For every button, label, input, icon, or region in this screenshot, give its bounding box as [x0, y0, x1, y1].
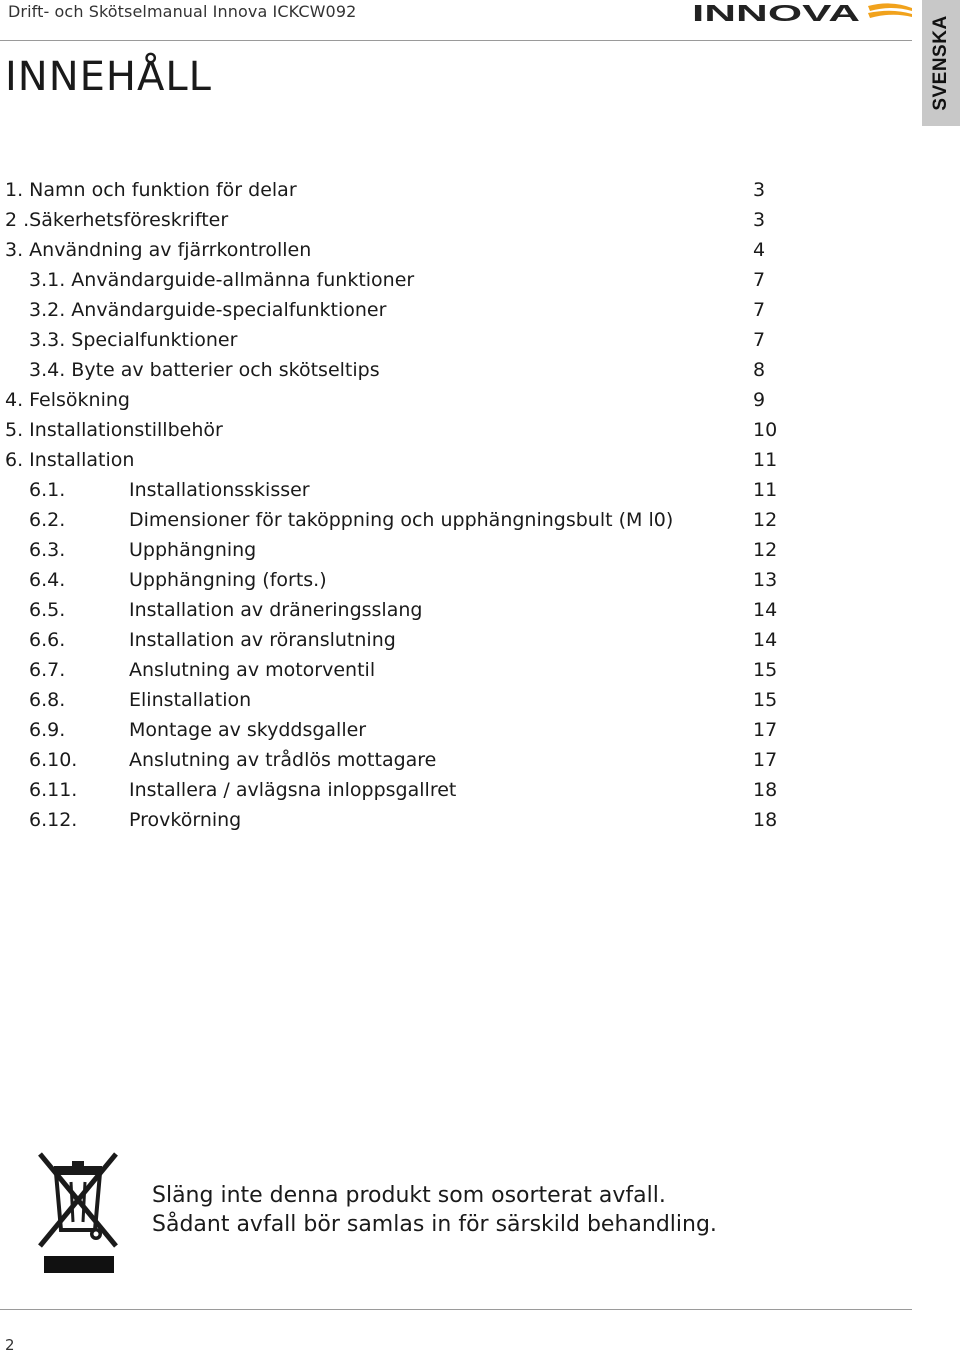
toc-subentry: [0, 535, 920, 565]
manual-title: Drift- och Skötselmanual Innova ICKCW092: [8, 2, 357, 21]
toc-entry-page: 18: [753, 809, 778, 831]
toc-entry: [0, 265, 920, 295]
toc-entry: [0, 175, 920, 205]
innova-logo: [692, 2, 914, 22]
toc-subentry-title: Elinstallation: [129, 689, 252, 711]
toc-entry-title: 3.4. Byte av batterier och skötseltips: [29, 359, 380, 381]
toc-entry-title: 3.3. Specialfunktioner: [29, 329, 238, 351]
toc-subentry: [0, 625, 920, 655]
toc-subentry-number: 6.12.: [29, 809, 78, 831]
header-divider: [0, 40, 912, 41]
toc-entry-page: 3: [753, 209, 766, 231]
toc-subentry-number: 6.2.: [29, 509, 66, 531]
toc-entry-page: 11: [753, 449, 778, 471]
toc-entry-page: 3: [753, 179, 766, 201]
toc-entry: [0, 385, 920, 415]
toc-subentry-title: Montage av skyddsgaller: [129, 719, 367, 741]
toc-entry-page: 15: [753, 689, 778, 711]
toc-entry-page: 4: [753, 239, 766, 261]
page-title: INNEHÅLL: [5, 54, 212, 100]
toc-entry-page: 14: [753, 599, 778, 621]
toc-subentry-number: 6.10.: [29, 749, 78, 771]
toc-entry-title: 6. Installation: [5, 449, 135, 471]
toc-entry-page: 12: [753, 509, 778, 531]
toc-subentry: [0, 505, 920, 535]
crossed-out-wheelie-bin-icon: [36, 1148, 120, 1274]
disposal-notice-line1: Släng inte denna produkt som osorterat avfall.: [152, 1183, 666, 1208]
toc-entry-page: 15: [753, 659, 778, 681]
toc-subentry-title: Dimensioner för taköppning och upphängningsbult (M l0): [129, 509, 674, 531]
toc-subentry-number: 6.6.: [29, 629, 66, 651]
toc-subentry: [0, 475, 920, 505]
toc-subentry: [0, 685, 920, 715]
toc-entry-page: 17: [753, 749, 778, 771]
toc-entry-page: 11: [753, 479, 778, 501]
toc-subentry-title: Installation av röranslutning: [129, 629, 396, 651]
disposal-notice: [152, 1181, 717, 1239]
toc-entry-title: 1. Namn och funktion för delar: [5, 179, 297, 201]
toc-entry-page: 10: [753, 419, 778, 441]
toc-entry-page: 18: [753, 779, 778, 801]
toc-subentry: [0, 715, 920, 745]
toc-subentry-title: Installation av dräneringsslang: [129, 599, 423, 621]
toc-subentry-title: Anslutning av motorventil: [129, 659, 376, 681]
language-tab-label: SVENSKA: [930, 15, 951, 111]
toc-entry-title: 5. Installationstillbehör: [5, 419, 223, 441]
toc-entry: [0, 295, 920, 325]
toc-subentry-title: Installera / avlägsna inloppsgallret: [129, 779, 457, 801]
language-tab: [922, 0, 960, 126]
toc-entry: [0, 445, 920, 475]
toc-subentry-title: Upphängning: [129, 539, 257, 561]
toc-entry-page: 7: [753, 269, 766, 291]
toc-entry-title: 3.2. Användarguide-specialfunktioner: [29, 299, 387, 321]
toc-entry: [0, 325, 920, 355]
logo-wordmark: INNOVA: [692, 2, 860, 22]
toc-entry-page: 8: [753, 359, 766, 381]
toc-entry-page: 9: [753, 389, 766, 411]
footer-divider: [0, 1309, 912, 1310]
toc-entry-title: 2 .Säkerhetsföreskrifter: [5, 209, 229, 231]
toc-entry-title: 3. Användning av fjärrkontrollen: [5, 239, 312, 261]
toc-subentry: [0, 805, 920, 835]
toc-subentry-number: 6.9.: [29, 719, 66, 741]
toc-subentry: [0, 745, 920, 775]
toc-subentry-number: 6.1.: [29, 479, 66, 501]
toc-subentry-title: Anslutning av trådlös mottagare: [129, 749, 437, 771]
toc-subentry-number: 6.5.: [29, 599, 66, 621]
toc-entry: [0, 205, 920, 235]
toc-subentry: [0, 655, 920, 685]
toc-subentry-number: 6.11.: [29, 779, 78, 801]
toc-subentry: [0, 595, 920, 625]
toc-subentry-number: 6.3.: [29, 539, 66, 561]
toc-subentry: [0, 775, 920, 805]
toc-entry-title: 3.1. Användarguide-allmänna funktioner: [29, 269, 415, 291]
toc-entry: [0, 415, 920, 445]
toc-entry-page: 17: [753, 719, 778, 741]
toc-entry-page: 7: [753, 299, 766, 321]
toc-subentry: [0, 565, 920, 595]
toc-entry-page: 7: [753, 329, 766, 351]
toc-entry-page: 13: [753, 569, 778, 591]
toc-subentry-title: Provkörning: [129, 809, 242, 831]
toc-entry: [0, 355, 920, 385]
disposal-notice-line2: Sådant avfall bör samlas in för särskild behandling.: [152, 1212, 717, 1237]
page-number: 2: [5, 1336, 15, 1354]
toc-subentry-number: 6.4.: [29, 569, 66, 591]
toc-subentry-number: 6.7.: [29, 659, 66, 681]
toc-entry-page: 12: [753, 539, 778, 561]
toc-subentry-number: 6.8.: [29, 689, 66, 711]
toc-entry-title: 4. Felsökning: [5, 389, 130, 411]
toc-entry-page: 14: [753, 629, 778, 651]
toc-entry: [0, 235, 920, 265]
toc-subentry-title: Upphängning (forts.): [129, 569, 327, 591]
toc-subentry-title: Installationsskisser: [129, 479, 310, 501]
